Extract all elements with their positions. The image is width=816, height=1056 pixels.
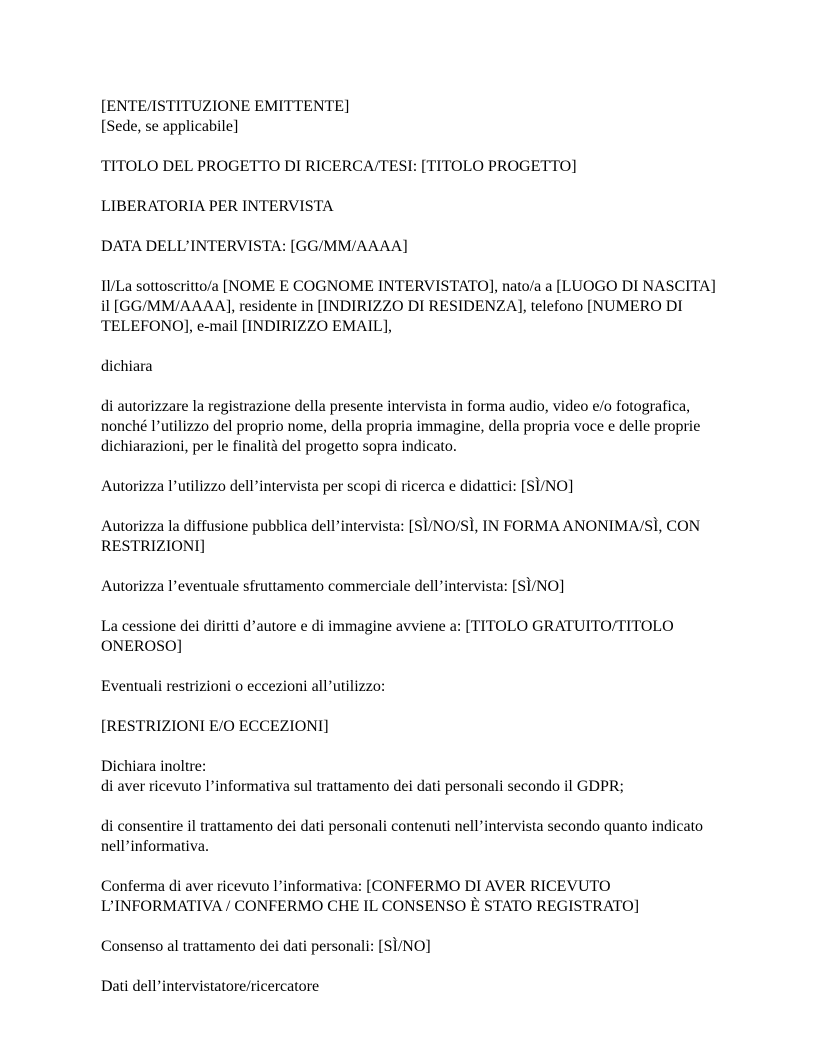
header-block (101, 97, 721, 137)
intro-paragraph: Il/La sottoscritto/a [NOME E COGNOME INTERVISTATO], nato/a a [LUOGO DI NASCITA] il [GG/MM/AAAA], residente in [INDIRIZZO DI RESIDENZA], telefono [NUMERO DI TELEFONO], e-mail [INDIRIZZO EMAIL], (101, 278, 716, 335)
interviewer-section-heading: Dati dell’intervistatore/ricercatore (101, 978, 320, 995)
authorization-paragraph: di autorizzare la registrazione della presente intervista in forma audio, video e/o fotografica, nonché l’utilizzo del proprio nome, della propria immagine, della propria voce e delle proprie dichiarazioni, per le finalità del progetto sopra indicato. (101, 398, 701, 455)
interview-date: DATA DELL’INTERVISTA: [GG/MM/AAAA] (101, 238, 408, 255)
further-declarations (101, 757, 721, 797)
data-consent: Consenso al trattamento dei dati personali: [SÌ/NO] (101, 938, 431, 955)
restrictions-label: Eventuali restrizioni o eccezioni all’utilizzo: (101, 678, 386, 695)
further-label: Dichiara inoltre: (101, 758, 207, 775)
gdpr-received: di aver ricevuto l’informativa sul trattamento dei dati personali secondo il GDPR; (101, 778, 624, 795)
confirmation-paragraph: Conferma di aver ricevuto l’informativa: [CONFERMO DI AVER RICEVUTO L’INFORMATIVA / CONFERMO CHE IL CONSENSO È STATO REGISTRATO] (101, 878, 640, 915)
clause-research-use: Autorizza l’utilizzo dell’intervista per scopi di ricerca e didattici: [SÌ/NO] (101, 478, 574, 495)
project-title: TITOLO DEL PROGETTO DI RICERCA/TESI: [TITOLO PROGETTO] (101, 158, 577, 175)
restrictions-value: [RESTRIZIONI E/O ECCEZIONI] (101, 718, 329, 735)
clause-public-diffusion: Autorizza la diffusione pubblica dell’intervista: [SÌ/NO/SÌ, IN FORMA ANONIMA/SÌ, CON RESTRIZIONI] (101, 518, 701, 555)
document-title: LIBERATORIA PER INTERVISTA (101, 198, 334, 215)
clause-commercial-use: Autorizza l’eventuale sfruttamento commerciale dell’intervista: [SÌ/NO] (101, 578, 565, 595)
clause-rights-transfer: La cessione dei diritti d’autore e di immagine avviene a: [TITOLO GRATUITO/TITOLO ONEROSO] (101, 618, 674, 655)
declares-label: dichiara (101, 358, 153, 375)
institution-name: [ENTE/ISTITUZIONE EMITTENTE] (101, 98, 350, 115)
document-page (101, 97, 721, 997)
institution-location: [Sede, se applicabile] (101, 118, 239, 135)
gdpr-consent: di consentire il trattamento dei dati personali contenuti nell’intervista secondo quanto indicato nell’informativa. (101, 818, 704, 855)
